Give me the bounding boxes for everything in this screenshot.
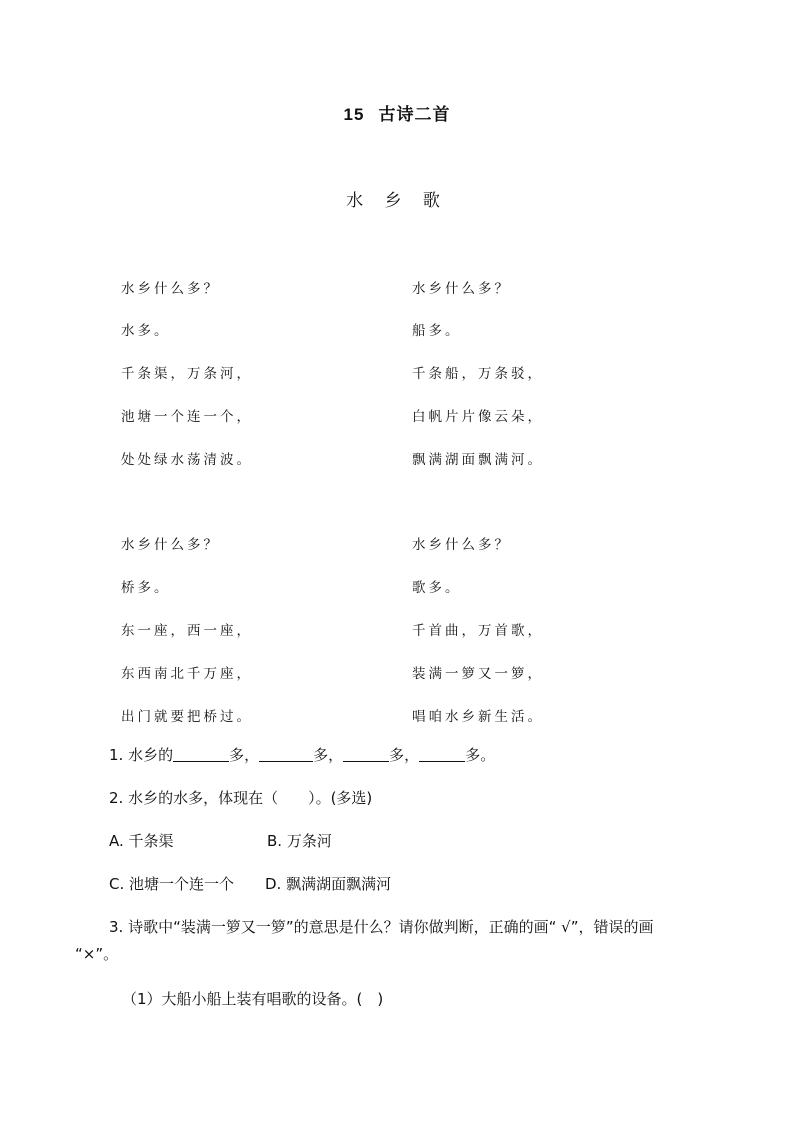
poem-line: 白帆片片像云朵，: [412, 409, 544, 425]
poem-line: 千条船，万条驳，: [412, 366, 544, 382]
poem-line: 桥多。: [121, 580, 171, 596]
poem-line: 处处绿水荡清波。: [121, 452, 253, 468]
poem-line: 飘满湖面飘满河。: [412, 452, 544, 468]
question-3-continued: “×”。: [75, 945, 119, 963]
question-1-prefix: 1. 水乡的: [109, 746, 174, 764]
question-1-text: 多。: [465, 746, 496, 764]
question-1-text: 多: [229, 746, 245, 764]
answer-blank-2[interactable]: [259, 747, 313, 762]
poem-line: 水多。: [121, 323, 171, 339]
poem-line: 千首曲，万首歌，: [412, 623, 544, 639]
question-2: 2. 水乡的水多，体现在（ ）。(多选): [109, 789, 373, 807]
poem-line: 水乡什么多？: [121, 537, 220, 553]
poem-line: 池塘一个连一个，: [121, 409, 253, 425]
poem-line: 船多。: [412, 323, 462, 339]
poem-line: 东西南北千万座，: [121, 666, 253, 682]
question-1-text: ，: [404, 746, 420, 764]
option-a[interactable]: A. 千条渠: [109, 832, 174, 850]
option-b[interactable]: B. 万条河: [267, 832, 332, 850]
question-1-text: 多: [389, 746, 405, 764]
poem-line: 水乡什么多？: [412, 537, 511, 553]
option-c[interactable]: C. 池塘一个连一个: [109, 875, 235, 893]
answer-blank-1[interactable]: [173, 747, 229, 762]
lesson-title: 古诗二首: [378, 105, 451, 125]
poem-title: 水 乡 歌: [346, 191, 448, 211]
poem-line: 装满一箩又一箩，: [412, 666, 544, 682]
question-3-item-1: （1）大船小船上装有唱歌的设备。( ): [122, 990, 384, 1008]
poem-line: 歌多。: [412, 580, 462, 596]
poem-line: 水乡什么多？: [412, 281, 511, 297]
question-3: 3. 诗歌中“装满一箩又一箩”的意思是什么？请你做判断，正确的画“ √”，错误的画: [109, 918, 654, 936]
page-title: [0, 100, 794, 125]
answer-blank-3[interactable]: [343, 747, 389, 762]
poem-line: 东一座，西一座，: [121, 623, 253, 639]
question-1-text: ，: [328, 746, 344, 764]
option-d[interactable]: D. 飘满湖面飘满河: [265, 875, 392, 893]
lesson-number: 15: [343, 105, 365, 124]
answer-blank-4[interactable]: [419, 747, 465, 762]
poem-line: 水乡什么多？: [121, 281, 220, 297]
poem-line: 唱咱水乡新生活。: [412, 709, 544, 725]
question-1-text: 多: [313, 746, 329, 764]
question-1: [109, 744, 495, 765]
question-1-text: ，: [244, 746, 260, 764]
poem-line: 出门就要把桥过。: [121, 709, 253, 725]
poem-line: 千条渠，万条河，: [121, 366, 253, 382]
